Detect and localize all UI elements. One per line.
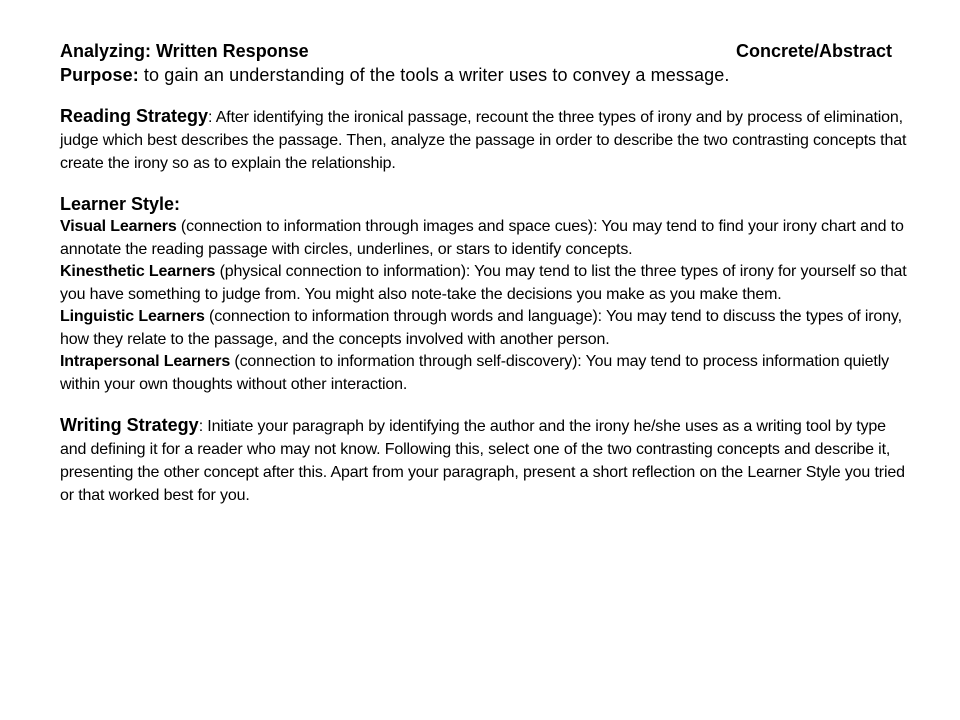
learner-label: Visual Learners <box>60 218 177 235</box>
writing-strategy-colon: : <box>198 418 208 435</box>
learner-style-heading: Learner Style: <box>60 194 181 214</box>
learner-text: (connection to information through images and space cues): You may tend to find your irony chart and to annotate the reading passage with circles, underlines, or stars to identify concepts. <box>60 218 904 258</box>
writing-strategy <box>60 414 910 507</box>
learner-style <box>60 193 910 396</box>
purpose-text: to gain an understanding of the tools a writer uses to convey a message. <box>138 65 730 85</box>
page-tag: Concrete/Abstract <box>735 41 892 61</box>
learner-intrapersonal <box>60 351 910 396</box>
learner-label: Kinesthetic Learners <box>60 263 216 280</box>
purpose-label: Purpose: <box>60 65 139 85</box>
writing-strategy-text: Initiate your paragraph by identifying the author and the irony he/she uses as a writing tool by type and defining it for a reader who may not know. Following this, select one of the two contrasting concepts and describe it, presenting the other concept after this. Apart from your paragraph, present a short reflection on the Learner Style you tried or that worked best for you. <box>60 418 905 504</box>
learner-kinesthetic <box>60 261 910 306</box>
page-title: Analyzing: Written Response <box>60 41 309 61</box>
purpose-line <box>60 63 910 87</box>
learner-text: (connection to information through words and language): You may tend to discuss the types of irony, how they relate to the passage, and the concepts involved with another person. <box>60 308 902 348</box>
reading-strategy-text: After identifying the ironical passage, recount the three types of irony and by process of elimination, judge which best describes the passage. Then, analyze the passage in order to describe the two contrasting concepts that create the irony so as to explain the relationship. <box>60 109 907 172</box>
learner-label: Linguistic Learners <box>60 308 205 325</box>
learner-text: (physical connection to information): You may tend to list the three types of irony for yourself so that you have something to judge from. You might also note-take the decisions you make as you make them. <box>60 263 907 303</box>
writing-strategy-label: Writing Strategy <box>60 415 199 435</box>
learner-linguistic <box>60 306 910 351</box>
learner-visual <box>60 216 910 261</box>
reading-strategy-label: Reading Strategy <box>60 106 209 126</box>
learner-label: Intrapersonal Learners <box>60 353 231 370</box>
reading-strategy-colon: : <box>208 109 216 126</box>
reading-strategy <box>60 105 910 175</box>
header-row <box>60 40 892 62</box>
learner-text: (connection to information through self-discovery): You may tend to process information quietly within your own thoughts without other interaction. <box>60 353 889 393</box>
slide-content <box>60 40 910 507</box>
